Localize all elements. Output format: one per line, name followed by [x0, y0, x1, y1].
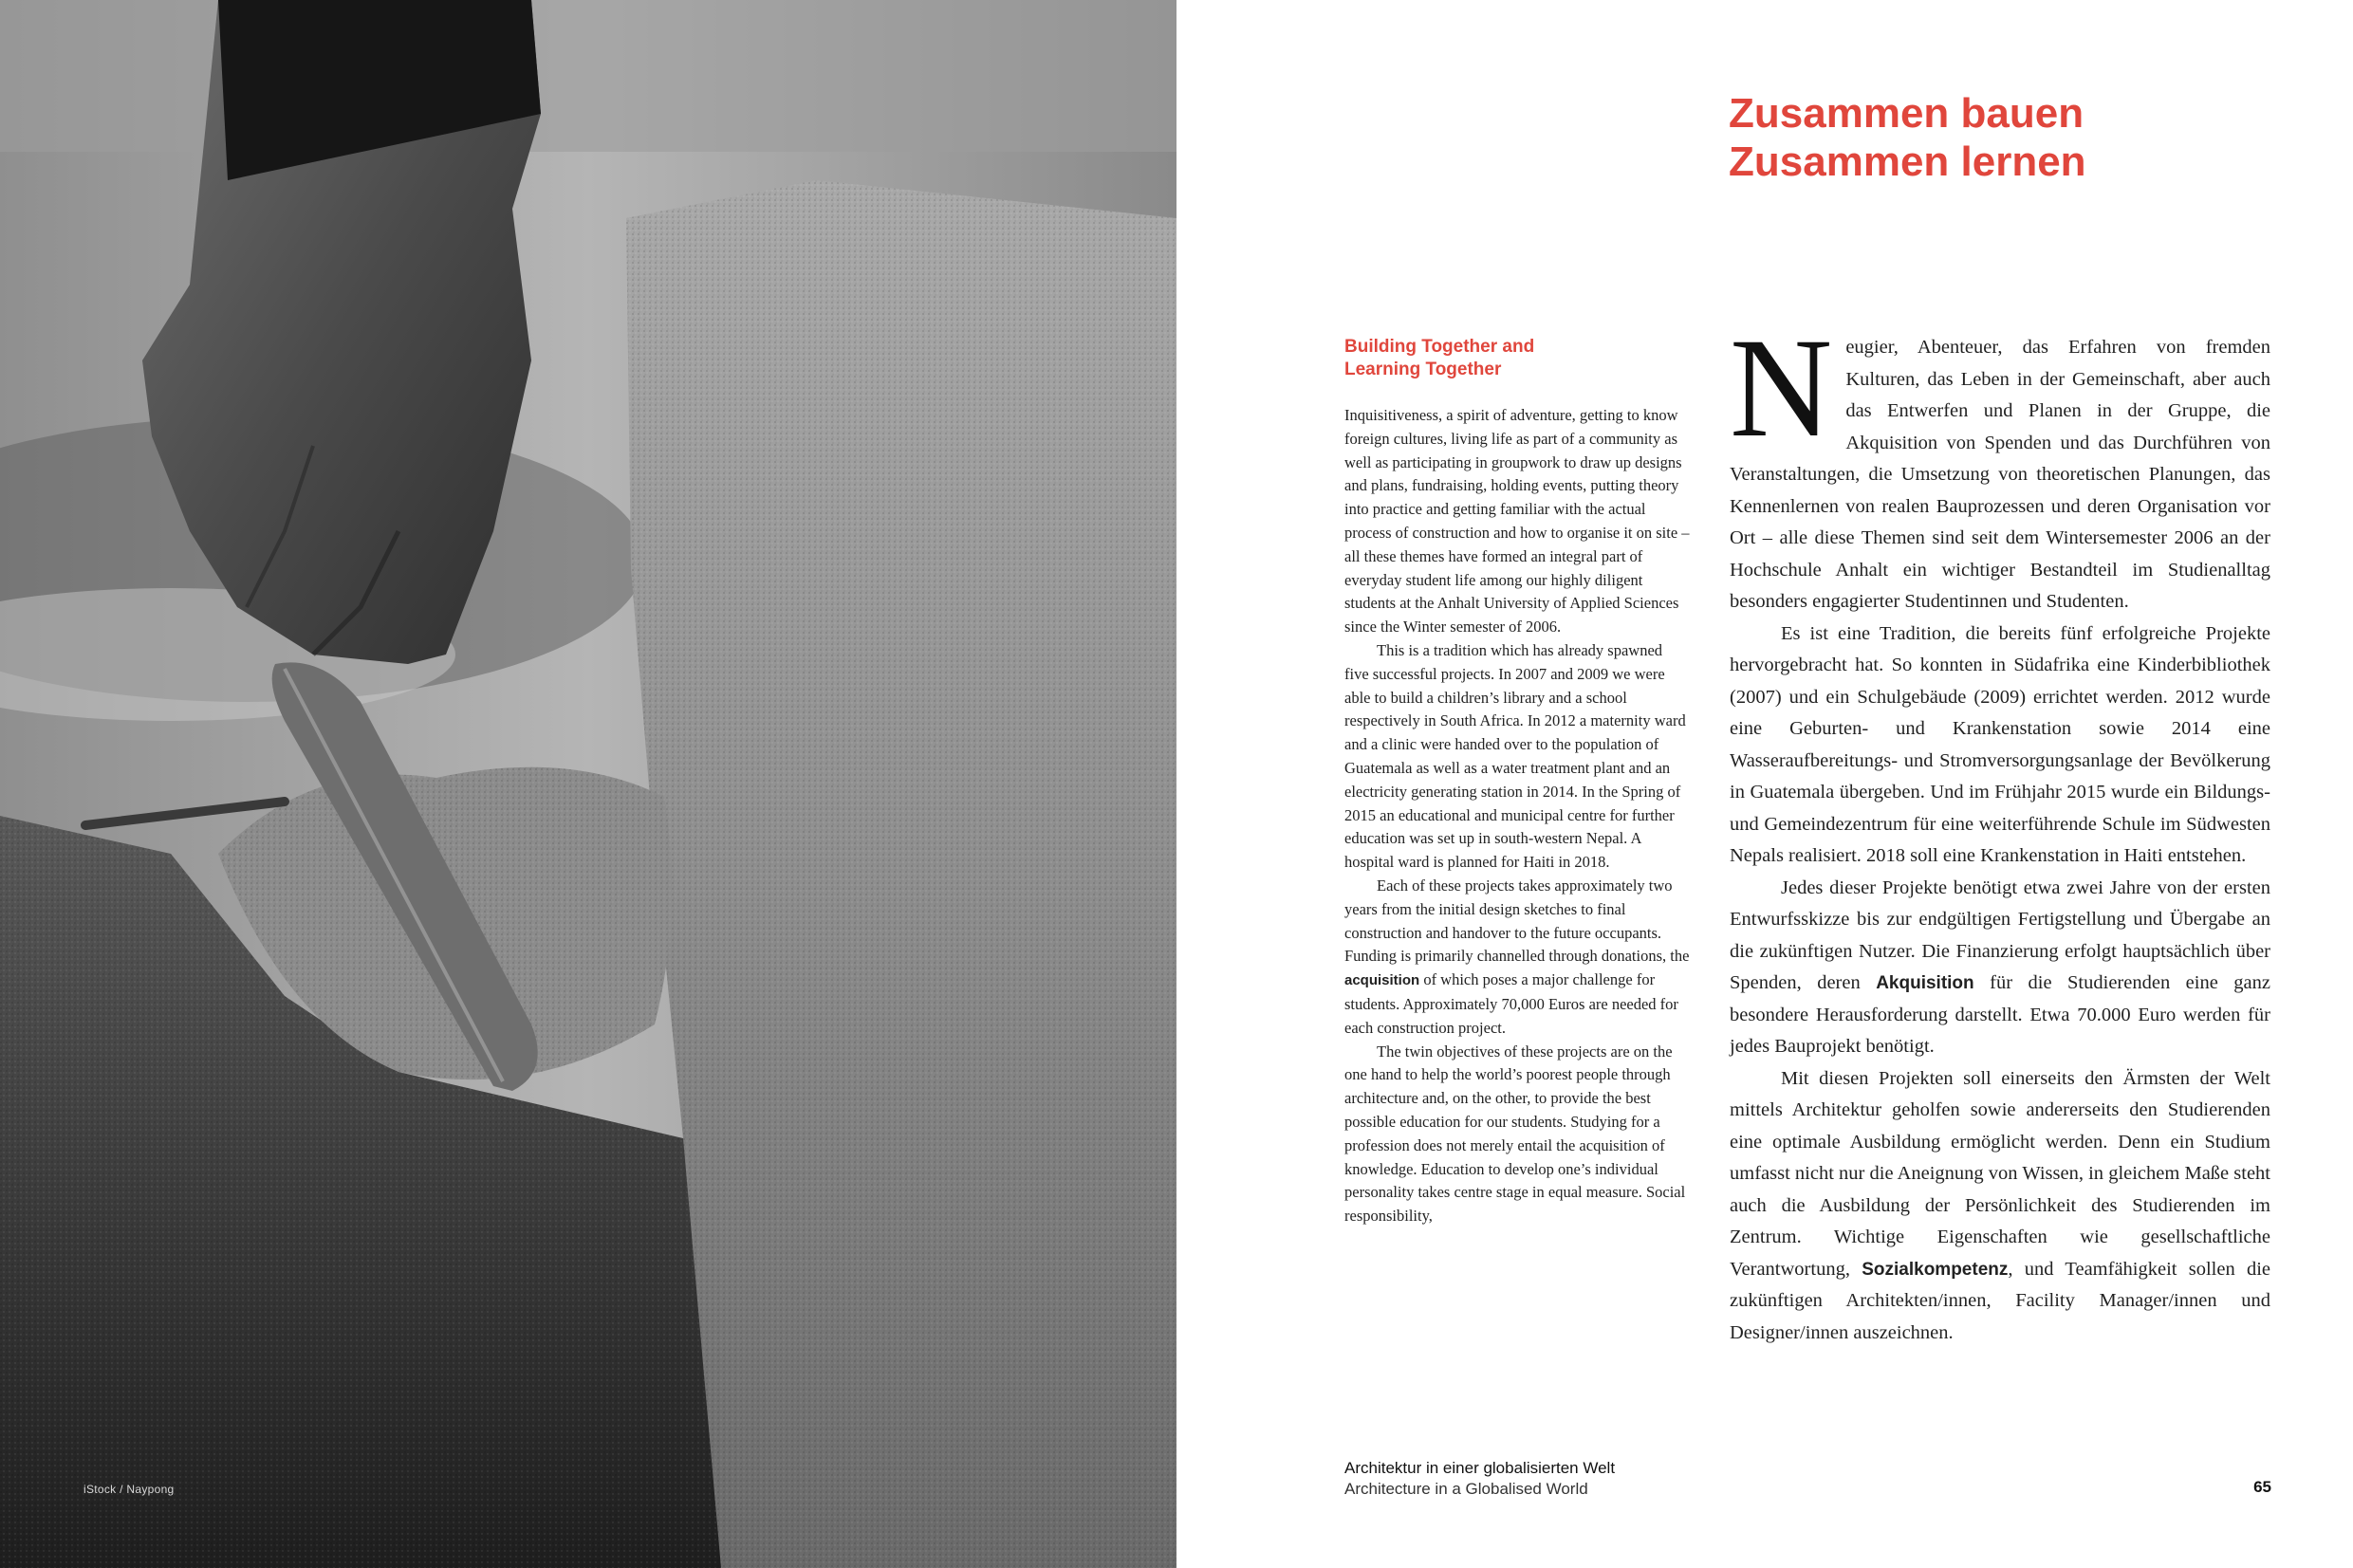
- german-paragraph-3-start: Jedes dieser Projekte benötigt etwa zwei Jahre von der ersten Entwurfsskizze bis zur endgültigen Fertigstellung und Übergabe an die zukünftigen Nutzer. Die Finanzierung erfolgt hauptsächlich über Spenden, deren: [1730, 876, 2270, 993]
- english-heading-line-1: Building Together and: [1344, 337, 1535, 357]
- german-keyword-akquisition: Akquisition: [1876, 973, 1974, 993]
- english-paragraph-3-end: of which poses a major challenge for students. Approximately 70,000 Euros are needed for each construction project.: [1344, 970, 1678, 1037]
- english-paragraph-1: Inquisitiveness, a spirit of adventure, getting to know foreign cultures, living life as part of a community as well as participating in groupwork to draw up designs and plans, fundraising, holding events, putting theory into practice and getting familiar with the actual process of construction and how to organise it on site – all these themes have formed an integral part of everyday student life among our highly diligent students at the Anhalt University of Applied Sciences since the Winter semester of 2006.: [1344, 406, 1690, 636]
- german-column: [1730, 309, 2270, 1349]
- english-column: [1344, 336, 1690, 1228]
- footer-title-english: Architecture in a Globalised World: [1344, 1480, 1588, 1498]
- german-keyword-sozialkompetenz: Sozialkompetenz: [1862, 1259, 2009, 1280]
- photo-illustration: [0, 0, 1176, 1568]
- cover-photo: [0, 0, 1176, 1568]
- german-paragraph-3: [1730, 873, 2270, 1063]
- english-heading: [1344, 336, 1690, 381]
- german-paragraph-4: [1730, 1063, 2270, 1350]
- english-keyword-acquisition: acquisition: [1344, 972, 1420, 989]
- english-body: [1344, 404, 1690, 1228]
- german-paragraph-3-end: für die Studierenden eine ganz besondere Herausforderung darstellt. Etwa 70.000 Euro werden für jedes Bauprojekt benötigt.: [1730, 972, 2270, 1057]
- title-line-2: Zusammen lernen: [1729, 138, 2086, 185]
- footer-title-german: Architektur in einer globalisierten Welt: [1344, 1459, 1616, 1477]
- english-paragraph-4: The twin objectives of these projects are on the one hand to help the world’s poorest people through architecture and, on the other, to provide the best possible education for our students. Studying for a profession does not merely entail the acquisition of knowledge. Education to develop one’s individual personality takes centre stage in equal measure. Social responsibility,: [1344, 1042, 1686, 1226]
- running-footer: [1344, 1458, 1615, 1500]
- english-paragraph-2: This is a tradition which has already spawned five successful projects. In 2007 and 2009 we were able to build a children’s library and a school respectively in South Africa. In 2012 a maternity ward and a clinic were handed over to the population of Guatemala as well as a water treatment plant and an electricity generating station in 2014. In the Spring of 2015 an educational and municipal centre for further education was set up in south-western Nepal. A hospital ward is planned for Haiti in 2018.: [1344, 640, 1686, 872]
- german-paragraph-1-text: eugier, Abenteuer, das Erfahren von fremden Kulturen, das Leben in der Gemeinschaft, aber auch das Entwerfen und Planen in der Gruppe, die Akquisition von Spenden und das Durchführen von Veranstaltungen, die Umsetzung von theoretischen Planungen, das Kennenlernen von realen Bauprozessen und deren Organisation vor Ort – alle diese Themen sind seit dem Wintersemester 2006 an der Hochschule Anhalt ein wichtiger Bestandteil im Studienalltag besonders engagierter Studentinnen und Studenten.: [1730, 337, 2270, 612]
- english-paragraph-3: [1344, 875, 1690, 1041]
- english-heading-line-2: Learning Together: [1344, 360, 1502, 379]
- photo-credit: iStock / Naypong: [83, 1483, 175, 1496]
- german-paragraph-2: Es ist eine Tradition, die bereits fünf erfolgreiche Projekte hervorgebracht hat. So konnten in Südafrika eine Kinderbibliothek (2007) und ein Schulgebäude (2009) errichtet werden. 2012 wurde eine Geburten- und Krankenstation sowie 2014 eine Wasseraufbereitungs- und Stromversorgungsanlage der Bevölkerung in Guatemala übergeben. Und im Frühjahr 2015 wurde ein Bildungs- und Gemeindezentrum für eine weiterführende Schule im Südwesten Nepals realisiert. 2018 soll eine Krankenstation in Haiti entstehen.: [1730, 622, 2270, 866]
- german-body: [1730, 309, 2270, 1349]
- german-paragraph-4-end: , und Teamfähigkeit sollen die zukünftigen Architekten/innen, Facility Manager/innen und Designer/innen auszeichnen.: [1730, 1258, 2270, 1343]
- page-title: [1729, 89, 2260, 186]
- page-number: 65: [2253, 1478, 2271, 1496]
- drop-cap: N: [1730, 309, 1833, 467]
- english-paragraph-3-start: Each of these projects takes approximately two years from the initial design sketches to final construction and handover to the future occupants. Funding is primarily channelled through donations, the: [1344, 876, 1690, 966]
- german-paragraph-1: [1730, 309, 2270, 618]
- title-line-1: Zusammen bauen: [1729, 90, 2084, 137]
- german-paragraph-4-start: Mit diesen Projekten soll einerseits den Ärmsten der Welt mittels Architektur geholfen sowie andererseits den Studierenden eine optimale Ausbildung ermöglicht werden. Denn ein Studium umfasst nicht nur die Aneignung von Wissen, in gleichem Maße steht auch die Ausbildung der Persönlichkeit des Studierenden im Zentrum. Wichtige Eigenschaften wie gesellschaftliche Verantwortung,: [1730, 1067, 2270, 1280]
